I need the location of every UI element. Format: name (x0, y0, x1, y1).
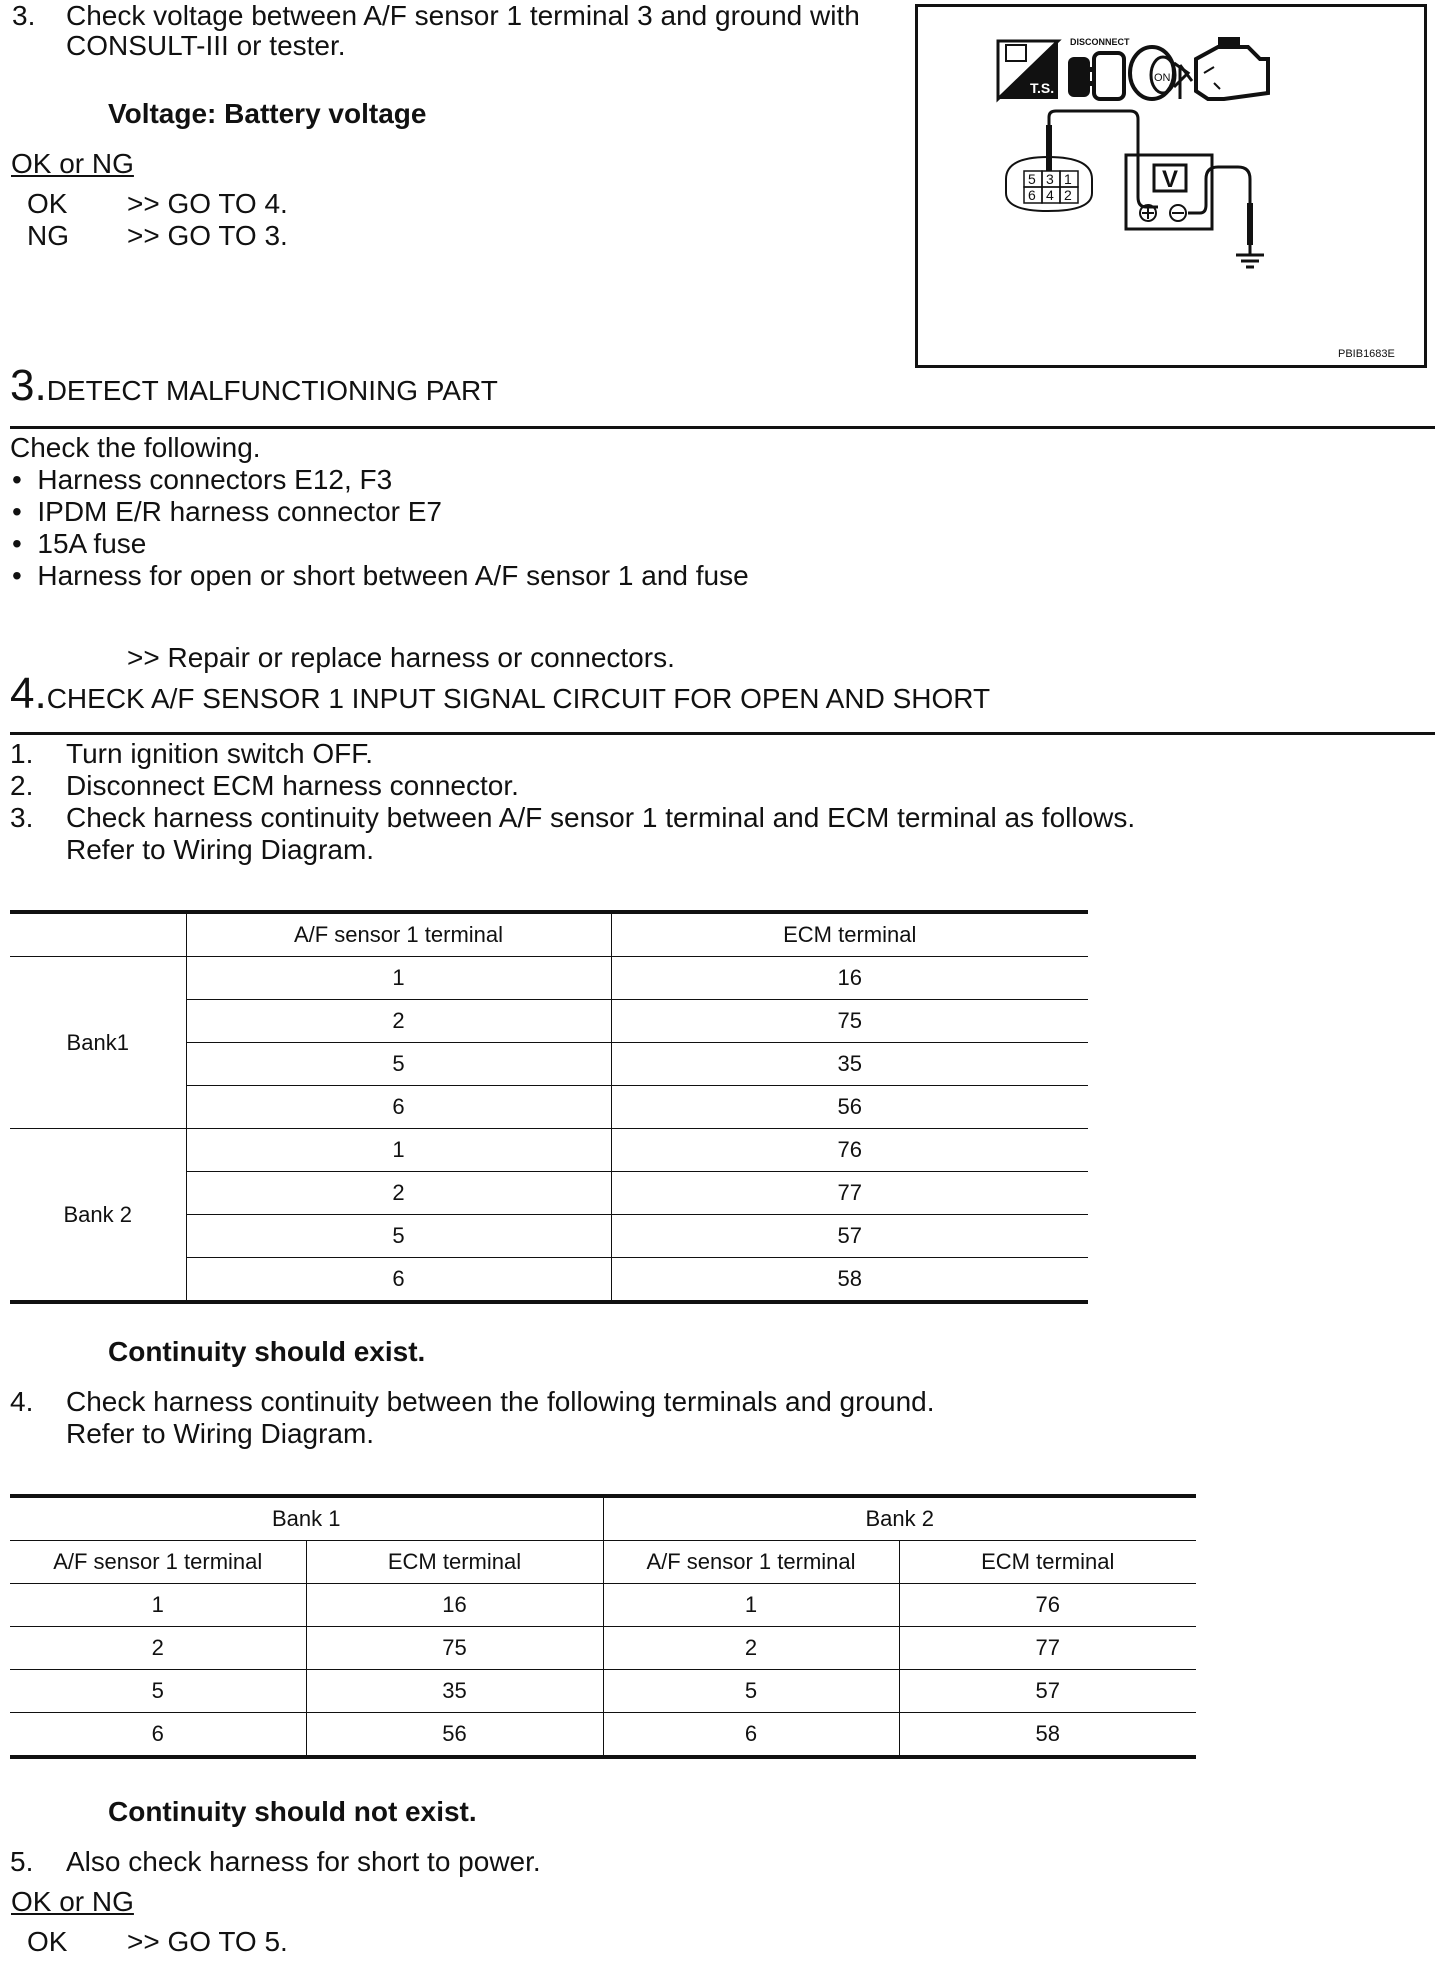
table-row (10, 1713, 1196, 1758)
step-text: Disconnect ECM harness connector. (66, 770, 519, 801)
section-intro: Check the following. (10, 432, 261, 463)
table-cell: 77 (611, 1172, 1088, 1215)
svg-text:3: 3 (1046, 171, 1054, 187)
table-cell: 5 (603, 1670, 899, 1713)
bank-label: Bank 2 (10, 1129, 186, 1303)
table-cell: 6 (186, 1086, 611, 1129)
section-divider (10, 732, 1435, 735)
step-text: Turn ignition switch OFF. (66, 738, 374, 769)
continuity-table (10, 910, 1088, 1304)
ok-action: >> GO TO 5. (127, 1926, 288, 1957)
short-to-ground-table (10, 1494, 1196, 1759)
table-row (10, 1627, 1196, 1670)
ng-label: NG (27, 220, 69, 251)
table-row (10, 1129, 1088, 1172)
table-header: ECM terminal (899, 1541, 1196, 1584)
spec-text: Voltage: Battery voltage (108, 98, 427, 129)
repair-action: >> Repair or replace harness or connectors. (127, 642, 675, 673)
list-item: • Harness for open or short between A/F sensor 1 and fuse (12, 560, 749, 591)
table-cell: 5 (10, 1670, 306, 1713)
table-cell: 6 (603, 1713, 899, 1758)
probe-lead (1046, 125, 1052, 171)
table-cell: 56 (611, 1086, 1088, 1129)
svg-text:6: 6 (1028, 187, 1036, 203)
table-cell: 56 (306, 1713, 603, 1758)
table-header: A/F sensor 1 terminal (10, 1541, 306, 1584)
wiring-illustration (918, 7, 1424, 365)
section-title: CHECK A/F SENSOR 1 INPUT SIGNAL CIRCUIT FOR OPEN AND SHORT (46, 683, 991, 714)
table-cell: 58 (899, 1713, 1196, 1758)
ground-icon (1236, 245, 1264, 267)
table-cell: 6 (10, 1713, 306, 1758)
list-item: • IPDM E/R harness connector E7 (12, 496, 442, 527)
list-item: • Harness connectors E12, F3 (12, 464, 393, 495)
table-cell: 77 (899, 1627, 1196, 1670)
table-cell: 58 (611, 1258, 1088, 1303)
table-cell: 76 (899, 1584, 1196, 1627)
ground-probe (1247, 203, 1253, 245)
table-cell: 1 (603, 1584, 899, 1627)
section-divider (10, 426, 1435, 429)
table-cell: 5 (186, 1215, 611, 1258)
table-header (10, 912, 186, 957)
table-cell: 57 (611, 1215, 1088, 1258)
ok-label: OK (27, 188, 68, 219)
step-number: 5. (10, 1846, 34, 1877)
ok-ng-label: OK or NG (11, 1886, 134, 1917)
ok-label: OK (27, 1926, 68, 1957)
voltage-check-figure (915, 4, 1427, 368)
table-cell: 35 (611, 1043, 1088, 1086)
table-cell: 2 (186, 1000, 611, 1043)
ok-ng-label: OK or NG (11, 148, 134, 179)
table-row (10, 1584, 1196, 1627)
step-number: 2. (10, 770, 34, 801)
svg-text:5: 5 (1028, 171, 1036, 187)
step-number: 3. (10, 802, 34, 833)
disconnect-icon (1068, 37, 1130, 99)
table-row (10, 957, 1088, 1000)
svg-text:2: 2 (1064, 187, 1072, 203)
ng-action: >> GO TO 3. (127, 220, 288, 251)
table-cell: 5 (186, 1043, 611, 1086)
table-cell: 76 (611, 1129, 1088, 1172)
list-item: • 15A fuse (12, 528, 147, 559)
table-cell: 16 (306, 1584, 603, 1627)
svg-text:4: 4 (1046, 187, 1054, 203)
table-cell: 1 (10, 1584, 306, 1627)
table-header: ECM terminal (611, 912, 1088, 957)
section-number: 4. (10, 669, 47, 718)
section-3-heading (10, 361, 498, 410)
table-header-row (10, 1541, 1196, 1584)
ts-icon (998, 41, 1058, 99)
table-cell: 35 (306, 1670, 603, 1713)
table-header-row (10, 912, 1088, 957)
table-cell: 2 (186, 1172, 611, 1215)
step-text: Refer to Wiring Diagram. (66, 834, 375, 865)
step-text: Also check harness for short to power. (66, 1846, 541, 1877)
section-4-heading (10, 669, 991, 718)
step-text: Check harness continuity between A/F sensor 1 terminal and ECM terminal as follows. (66, 802, 1136, 833)
table-header: ECM terminal (306, 1541, 603, 1584)
table-cell: 2 (603, 1627, 899, 1670)
engine-icon (1180, 37, 1268, 99)
table-cell: 75 (306, 1627, 603, 1670)
group-header: Bank 2 (603, 1496, 1196, 1541)
svg-text:T.S.: T.S. (1030, 80, 1055, 96)
section-number: 3. (10, 361, 47, 410)
bullet-list (12, 464, 749, 592)
step-text: Check harness continuity between the following terminals and ground. (66, 1386, 935, 1417)
table-group-header-row (10, 1496, 1196, 1541)
step-number: 1. (10, 738, 34, 769)
section-title: DETECT MALFUNCTIONING PART (46, 375, 498, 406)
ok-action: >> GO TO 4. (127, 188, 288, 219)
step-number: 3. (12, 0, 36, 31)
group-header: Bank 1 (10, 1496, 603, 1541)
table-cell: 1 (186, 957, 611, 1000)
table-row (10, 1670, 1196, 1713)
svg-text:1: 1 (1064, 171, 1072, 187)
table-header: A/F sensor 1 terminal (186, 912, 611, 957)
table-cell: 1 (186, 1129, 611, 1172)
spec-text: Continuity should exist. (108, 1336, 426, 1367)
ground-wire (1188, 167, 1250, 217)
step-number: 4. (10, 1386, 34, 1417)
table-cell: 6 (186, 1258, 611, 1303)
table-cell: 75 (611, 1000, 1088, 1043)
svg-text:V: V (1162, 166, 1179, 193)
table-cell: 2 (10, 1627, 306, 1670)
figure-code: PBIB1683E (1338, 348, 1395, 360)
table-header: A/F sensor 1 terminal (603, 1541, 899, 1584)
step-text: CONSULT-III or tester. (66, 30, 346, 61)
step-text: Refer to Wiring Diagram. (66, 1418, 375, 1449)
svg-text:DISCONNECT: DISCONNECT (1070, 37, 1130, 47)
bank-label: Bank1 (10, 957, 186, 1129)
spec-text: Continuity should not exist. (108, 1796, 477, 1827)
svg-text:ON: ON (1154, 72, 1171, 84)
table-cell: 57 (899, 1670, 1196, 1713)
table-cell: 16 (611, 957, 1088, 1000)
step-text: Check voltage between A/F sensor 1 terminal 3 and ground with (66, 0, 860, 31)
